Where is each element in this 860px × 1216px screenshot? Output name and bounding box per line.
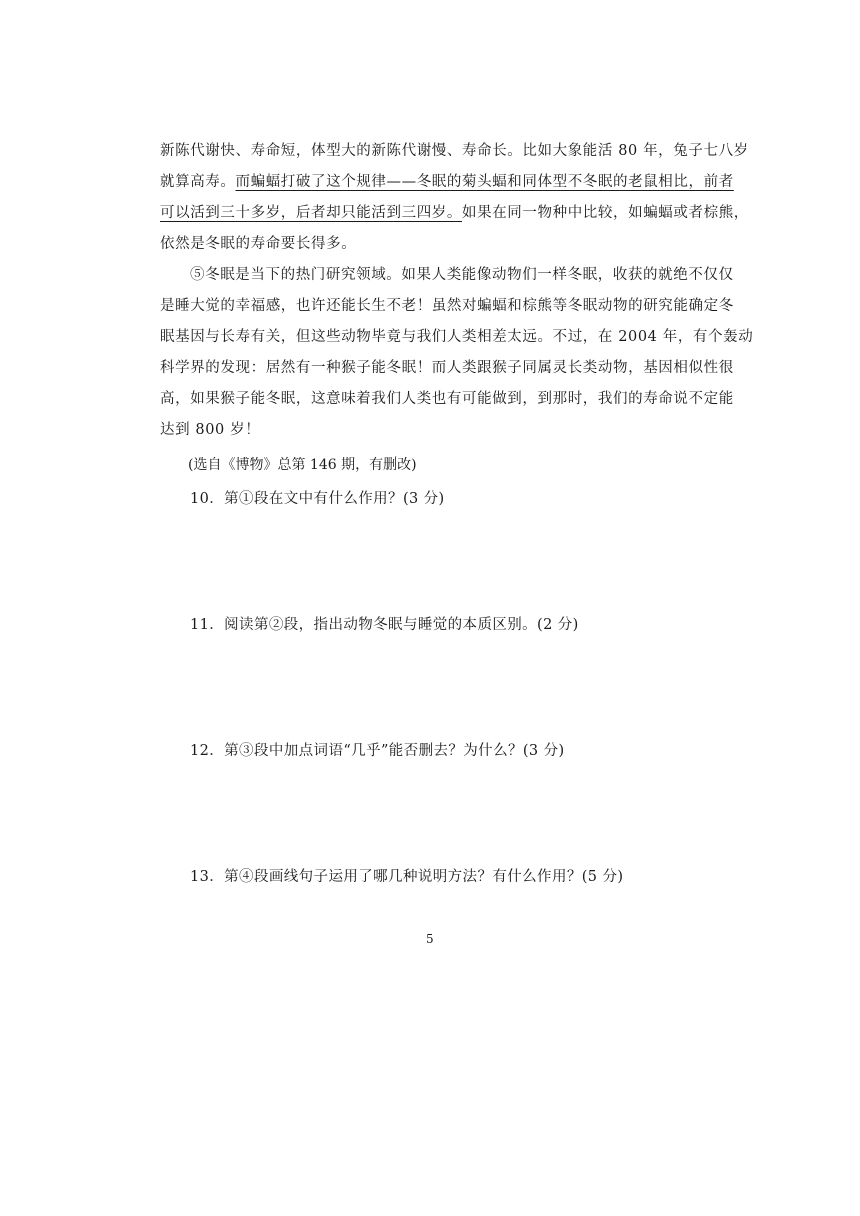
underlined-sentence: 可以活到三十多岁，后者却只能活到三四岁。 bbox=[160, 205, 462, 221]
paragraph-4-line-2 bbox=[160, 172, 734, 192]
underlined-sentence: 而蝙蝠打破了这个规律——冬眠的菊头蝠和同体型不冬眠的老鼠相比，前者 bbox=[235, 174, 734, 190]
paragraph-5-line-4: 科学界的发现：居然有一种猴子能冬眠！而人类跟猴子同属灵长类动物，基因相似性很 bbox=[160, 360, 734, 376]
paragraph-5-line-2: 是睡大觉的幸福感，也许还能长生不老！虽然对蝙蝠和棕熊等冬眠动物的研究能确定冬 bbox=[160, 298, 734, 314]
page-number: 5 bbox=[426, 932, 434, 946]
plain-text: 就算高寿。 bbox=[160, 174, 236, 190]
question-10: 10．第①段在文中有什么作用？(3 分) bbox=[190, 491, 445, 507]
paragraph-5-line-1: ⑤冬眠是当下的热门研究领域。如果人类能像动物们一样冬眠，收获的就绝不仅仅 bbox=[190, 267, 734, 283]
question-13: 13．第④段画线句子运用了哪几种说明方法？有什么作用？(5 分) bbox=[190, 869, 624, 885]
paragraph-4-line-4: 依然是冬眠的寿命要长得多。 bbox=[160, 236, 357, 252]
source-citation: (选自《博物》总第 146 期，有删改) bbox=[188, 457, 417, 473]
paragraph-5-line-3: 眠基因与长寿有关，但这些动物毕竟与我们人类相差太远。不过，在 2004 年，有个轰动 bbox=[160, 329, 754, 345]
question-11: 11．阅读第②段，指出动物冬眠与睡觉的本质区别。(2 分) bbox=[190, 617, 579, 633]
paragraph-4-line-3 bbox=[160, 203, 749, 223]
paragraph-5-line-5: 高，如果猴子能冬眠，这意味着我们人类也有可能做到，到那时，我们的寿命说不定能 bbox=[160, 391, 734, 407]
paragraph-4-line-1: 新陈代谢快、寿命短，体型大的新陈代谢慢、寿命长。比如大象能活 80 年，兔子七八岁 bbox=[160, 143, 749, 159]
plain-text: 如果在同一物种中比较，如蝙蝠或者棕熊， bbox=[462, 205, 749, 221]
paragraph-5-line-6: 达到 800 岁！ bbox=[160, 422, 261, 438]
question-12: 12．第③段中加点词语“几乎”能否删去？为什么？(3 分) bbox=[190, 743, 565, 759]
